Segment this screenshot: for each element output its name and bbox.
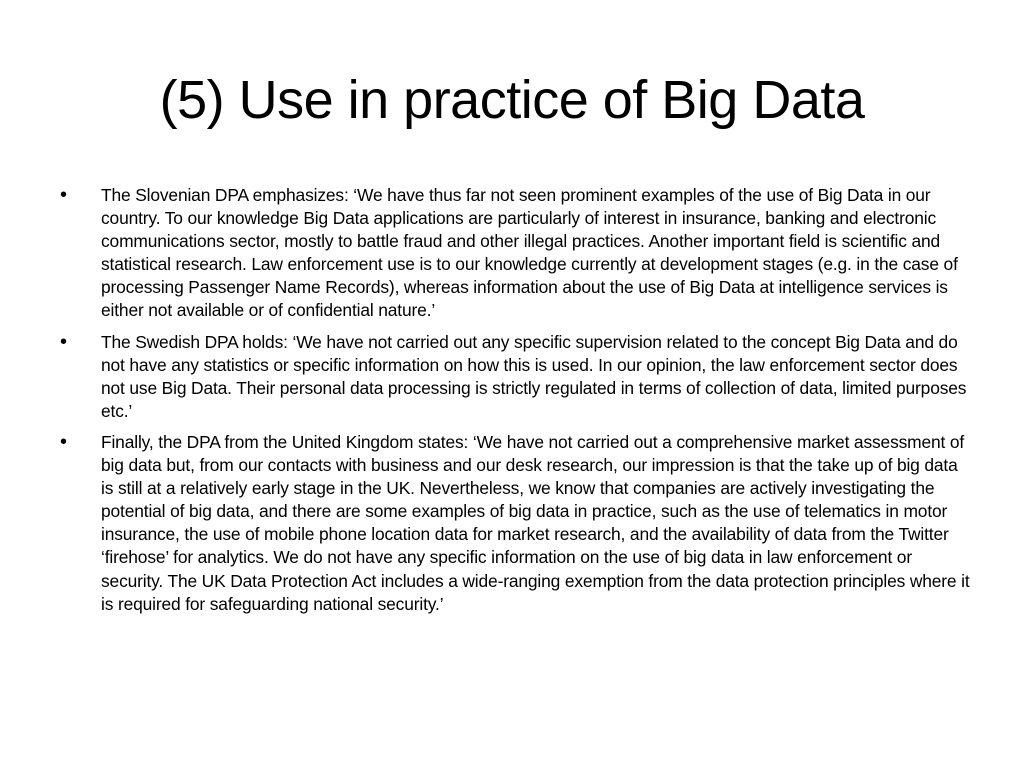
bullet-item-sweden xyxy=(60,331,972,423)
bullet-text: Finally, the DPA from the United Kingdom states: ‘We have not carried out a comprehensive market assessment of big data but, from our contacts with business and our desk research, our impression is that the take up of big data is still at a relatively early stage in the UK. Nevertheless, we know that companies are actively investigating the potential of big data, and there are some examples of big data in practice, such as the use of telematics in motor insurance, the use of mobile phone location data for market research, and the availability of data from the Twitter ‘firehose’ for analytics. We do not have any specific information on the use of big data in law enforcement or security. The UK Data Protection Act includes a wide-ranging exemption from the data protection principles where it is required for safeguarding national security.’ xyxy=(101,431,970,614)
bullet-marker: • xyxy=(60,430,67,453)
slide-title: (5) Use in practice of Big Data xyxy=(159,70,865,130)
bullet-item-slovenia xyxy=(60,184,972,323)
bullet-text: The Slovenian DPA emphasizes: ‘We have thus far not seen prominent examples of the use of Big Data in our country. To our knowledge Big Data applications are particularly of interest in insurance, banking and electronic communications sector, mostly to battle fraud and other illegal practices. Another important field is scientific and statistical research. Law enforcement use is to our knowledge currently at development stages (e.g. in the case of processing Passenger Name Records), whereas information about the use of Big Data at intelligence services is either not available or of confidential nature.’ xyxy=(101,185,958,321)
bullet-text: The Swedish DPA holds: ‘We have not carried out any specific supervision related to the concept Big Data and do not have any statistics or specific information on how this is used. In our opinion, the law enforcement sector does not use Big Data. Their personal data processing is strictly regulated in terms of collection of data, limited purposes etc.’ xyxy=(101,331,967,421)
bullet-marker: • xyxy=(60,184,67,206)
bullet-list xyxy=(60,184,972,624)
bullet-marker: • xyxy=(60,330,67,353)
bullet-item-united-kingdom xyxy=(60,431,972,616)
